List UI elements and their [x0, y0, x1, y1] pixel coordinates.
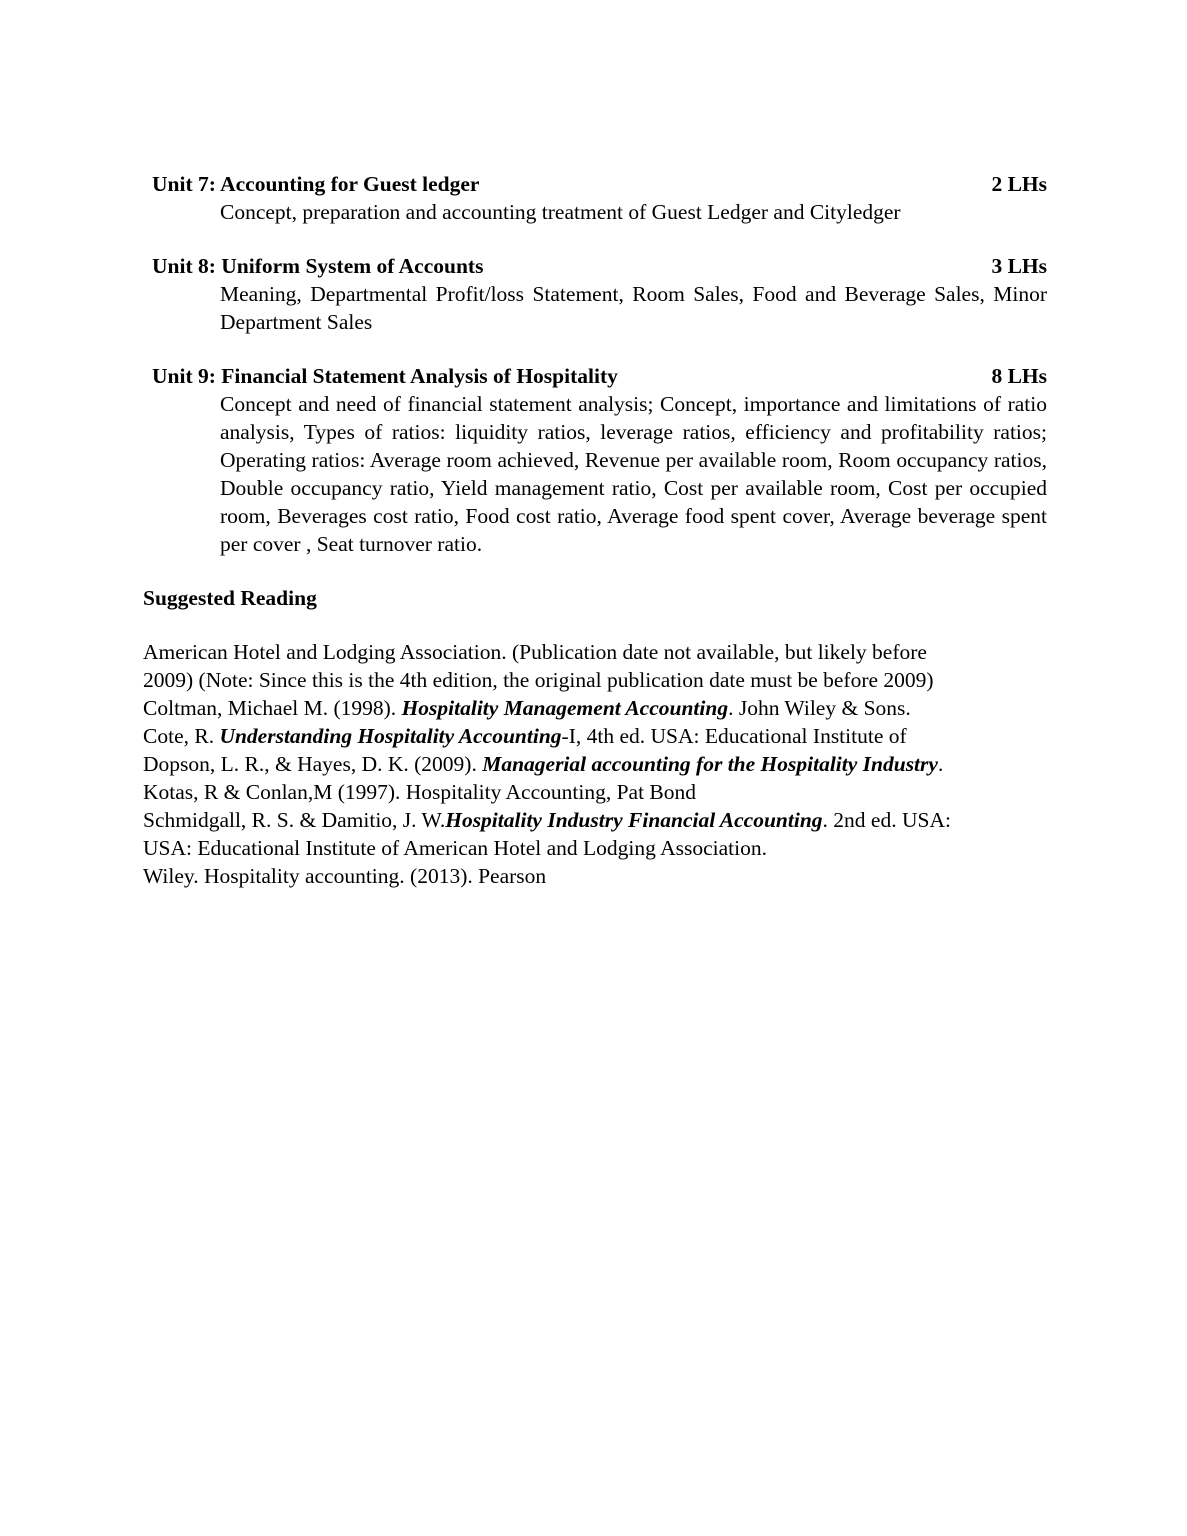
- reference-text: American Hotel and Lodging Association. (Publication date not available, but likely before: [143, 640, 927, 664]
- reference-text: Cote, R.: [143, 724, 220, 748]
- reference-text: Wiley. Hospitality accounting. (2013). Pearson: [143, 864, 547, 888]
- reference-line: [143, 638, 1047, 666]
- reference-text: Coltman, Michael M. (1998).: [143, 696, 402, 720]
- reference-text: USA: Educational Institute of American Hotel and Lodging Association.: [143, 836, 767, 860]
- suggested-reading-title: Suggested Reading: [143, 586, 317, 610]
- unit-7-heading-row: [152, 170, 1047, 198]
- reference-line: [143, 834, 1047, 862]
- reference-line: [143, 694, 1047, 722]
- unit-8-title: Unit 8: Uniform System of Accounts: [152, 254, 484, 278]
- reference-text: . John Wiley & Sons.: [728, 696, 911, 720]
- reference-line: [143, 778, 1047, 806]
- reference-text: .: [937, 752, 944, 776]
- unit-8-body: Meaning, Departmental Profit/loss Statement, Room Sales, Food and Beverage Sales, Minor Department Sales: [220, 282, 1047, 334]
- unit-8-section: [143, 252, 1047, 336]
- unit-9-title: Unit 9: Financial Statement Analysis of Hospitality: [152, 364, 618, 388]
- reference-text: Kotas, R & Conlan,M (1997). Hospitality Accounting, Pat Bond: [143, 780, 697, 804]
- unit-9-lhs: 8 LHs: [991, 364, 1047, 388]
- reference-text: 2009) (Note: Since this is the 4th edition, the original publication date must be before 2009): [143, 668, 934, 692]
- reference-book-title: Managerial accounting for the Hospitality Industry: [482, 752, 938, 776]
- reference-text: . 2nd ed. USA:: [822, 808, 951, 832]
- reference-book-title: Hospitality Management Accounting: [401, 696, 729, 720]
- unit-7-lhs: 2 LHs: [991, 172, 1047, 196]
- reference-book-title: Hospitality Industry Financial Accounting: [445, 808, 823, 832]
- reference-line: [143, 806, 1047, 834]
- unit-9-body: Concept and need of financial statement analysis; Concept, importance and limitations of ratio analysis, Types of ratios: liquidity ratios, leverage ratios, efficiency and profitability ratios; Operating ratios: Average room achieved, Revenue per available room, Room occupancy ratios, Double occupancy ratio, Yield management ratio, Cost per available room, Cost per occupied room, Beverages cost ratio, Food cost ratio, Average food spent cover, Average beverage spent per cover , Seat turnover ratio.: [220, 392, 1047, 556]
- unit-7-section: [143, 170, 1047, 226]
- unit-8-lhs: 3 LHs: [991, 254, 1047, 278]
- reference-text: -I, 4th ed. USA: Educational Institute of: [561, 724, 907, 748]
- reference-text: Dopson, L. R., & Hayes, D. K. (2009).: [143, 752, 483, 776]
- reference-line: [143, 862, 1047, 890]
- reference-text: Schmidgall, R. S. & Damitio, J. W.: [143, 808, 446, 832]
- reference-line: [143, 750, 1047, 778]
- reference-book-title: Understanding Hospitality Accounting: [219, 724, 562, 748]
- unit-7-title: Unit 7: Accounting for Guest ledger: [152, 172, 480, 196]
- unit-9-section: [143, 362, 1047, 558]
- unit-8-heading-row: [152, 252, 1047, 280]
- unit-7-body: Concept, preparation and accounting treatment of Guest Ledger and Cityledger: [220, 200, 901, 224]
- reference-list: [143, 638, 1047, 890]
- unit-9-heading-row: [152, 362, 1047, 390]
- reference-line: [143, 666, 1047, 694]
- reference-line: [143, 722, 1047, 750]
